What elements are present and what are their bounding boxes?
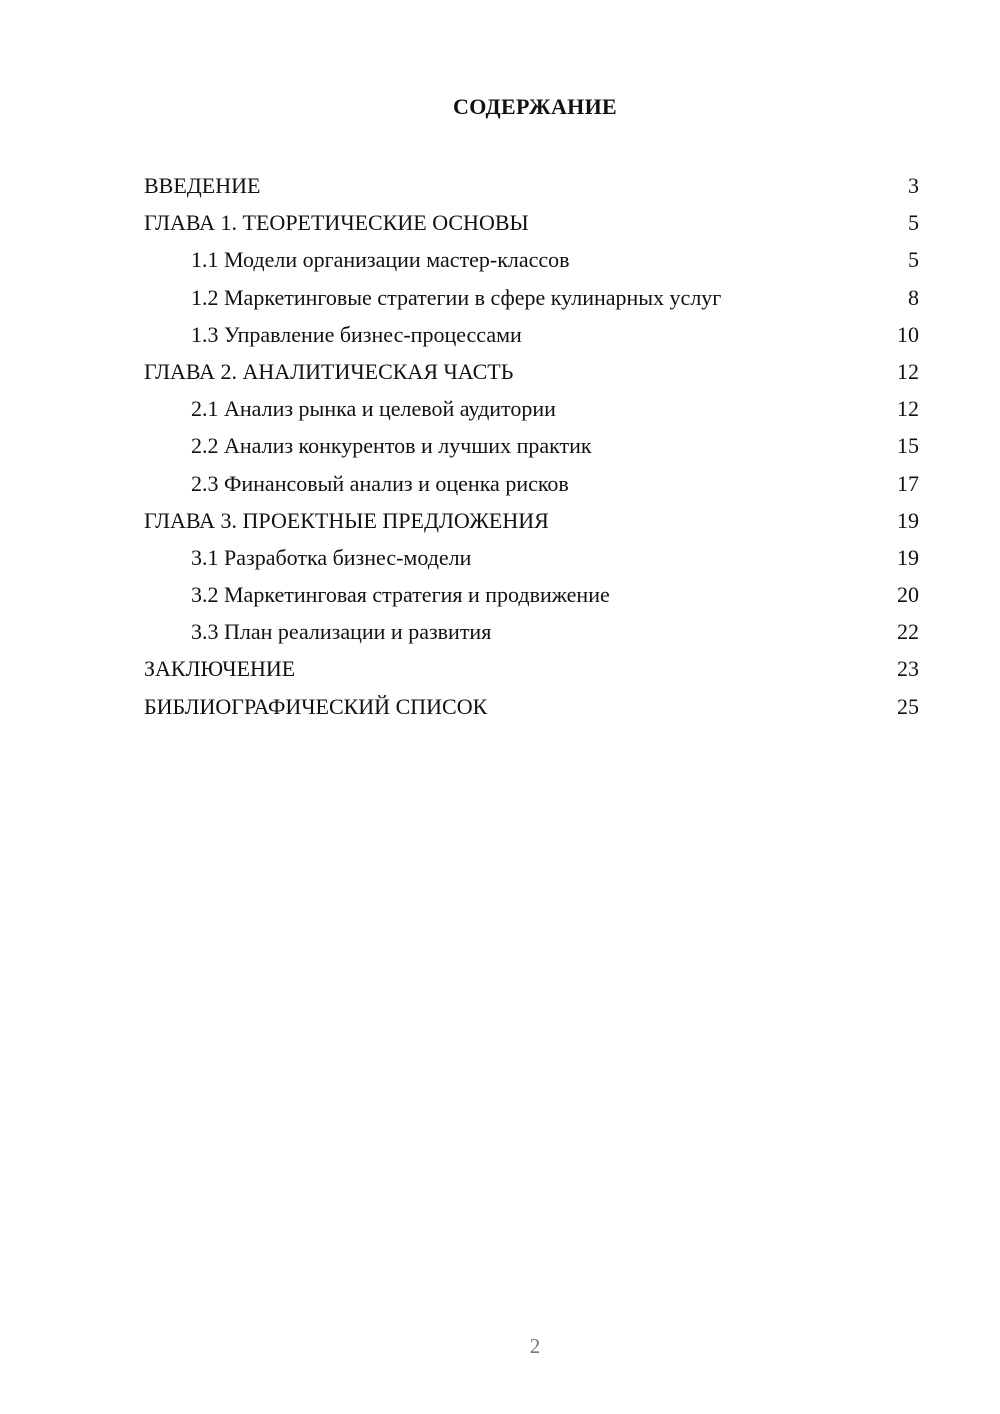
toc-entry-label: 2.1 Анализ рынка и целевой аудитории <box>191 396 556 422</box>
toc-entry-section-1-1 <box>144 241 919 278</box>
toc-entry-label: 3.1 Разработка бизнес-модели <box>191 544 472 570</box>
toc-entry-section-1-2 <box>144 279 919 316</box>
toc-entry-page: 25 <box>897 693 919 719</box>
toc-entry-page: 23 <box>897 656 919 682</box>
page-number: 2 <box>529 1334 541 1358</box>
toc-entry-label: ГЛАВА 2. АНАЛИТИЧЕСКАЯ ЧАСТЬ <box>144 358 514 384</box>
toc-entry-page: 19 <box>897 507 919 533</box>
toc-entry-label: 2.2 Анализ конкурентов и лучших практик <box>191 433 592 459</box>
toc-entry-page: 22 <box>897 619 919 645</box>
toc-entry-page: 5 <box>908 247 919 273</box>
toc-entry-label: БИБЛИОГРАФИЧЕСКИЙ СПИСОК <box>144 693 488 719</box>
toc-entry-label: ГЛАВА 1. ТЕОРЕТИЧЕСКИЕ ОСНОВЫ <box>144 210 529 236</box>
toc-entry-label: 1.1 Модели организации мастер-классов <box>191 247 570 273</box>
toc-entry-label: ЗАКЛЮЧЕНИЕ <box>144 656 296 682</box>
toc-entry-section-2-3 <box>144 465 919 502</box>
toc-entry-page: 17 <box>897 470 919 496</box>
toc-entry-page: 5 <box>908 210 919 236</box>
toc-entry-section-1-3 <box>144 316 919 353</box>
toc-entry-chapter-2 <box>144 353 919 390</box>
toc-entry-introduction <box>144 167 919 204</box>
toc-entry-page: 3 <box>908 173 919 198</box>
table-of-contents <box>144 167 919 725</box>
toc-entry-page: 10 <box>897 321 919 347</box>
toc-entry-label: ГЛАВА 3. ПРОЕКТНЫЕ ПРЕДЛОЖЕНИЯ <box>144 507 549 533</box>
toc-entry-page: 12 <box>897 396 919 422</box>
toc-entry-page: 8 <box>908 284 919 310</box>
toc-entry-label: 1.2 Маркетинговые стратегии в сфере кулинарных услуг <box>191 284 722 310</box>
toc-entry-page: 12 <box>897 358 919 384</box>
toc-entry-label: 3.2 Маркетинговая стратегия и продвижение <box>191 582 610 608</box>
toc-entry-page: 20 <box>897 582 919 608</box>
toc-entry-label: 2.3 Финансовый анализ и оценка рисков <box>191 470 569 496</box>
toc-entry-section-3-3 <box>144 613 919 650</box>
toc-entry-section-2-1 <box>144 390 919 427</box>
toc-entry-chapter-3 <box>144 502 919 539</box>
toc-entry-chapter-1 <box>144 204 919 241</box>
toc-entry-page: 15 <box>897 433 919 459</box>
toc-entry-conclusion <box>144 650 919 687</box>
toc-entry-section-3-1 <box>144 539 919 576</box>
toc-entry-label: 1.3 Управление бизнес-процессами <box>191 321 522 347</box>
toc-entry-label: ВВЕДЕНИЕ <box>144 173 261 198</box>
toc-entry-bibliography <box>144 688 919 725</box>
toc-entry-label: 3.3 План реализации и развития <box>191 619 492 645</box>
page-title: СОДЕРЖАНИЕ <box>453 94 617 119</box>
toc-entry-page: 19 <box>897 544 919 570</box>
toc-entry-section-3-2 <box>144 576 919 613</box>
toc-entry-section-2-2 <box>144 427 919 464</box>
